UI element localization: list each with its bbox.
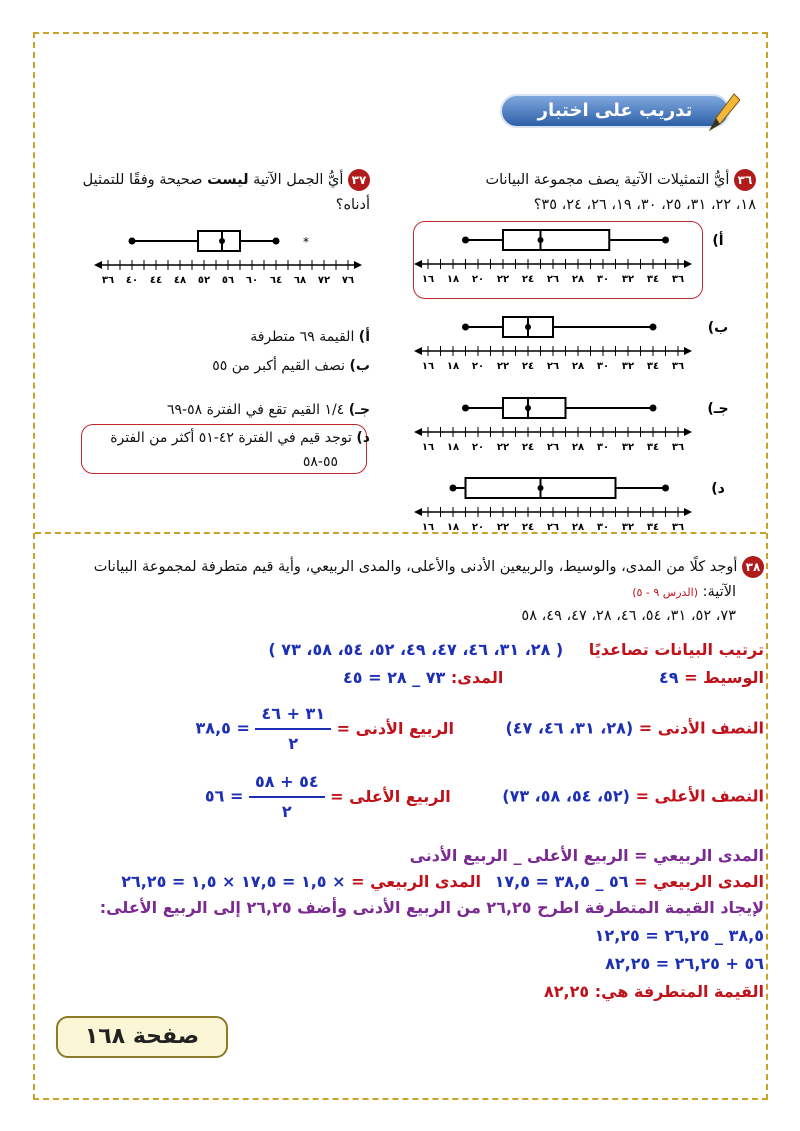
- tick-label: ٥٢: [197, 275, 211, 286]
- median-dot: [538, 237, 544, 243]
- outlier-label: القيمة المتطرفة هي:: [594, 982, 764, 1001]
- median-label: الوسيط =: [684, 668, 764, 687]
- q38-question-line2: الآتية:: [702, 584, 736, 600]
- q1-numerator: ٣١ + ٤٦: [255, 700, 331, 730]
- q1-denominator: ٢: [288, 734, 299, 753]
- tick-label: ٦٨: [293, 275, 307, 286]
- tick-label: ٣٢: [621, 361, 635, 372]
- tick-label: ٥٦: [221, 275, 235, 286]
- tick-label: ٢٤: [521, 522, 535, 530]
- tick-label: ١٦: [421, 361, 435, 372]
- arrow-right: [684, 347, 692, 355]
- tick-label: ٣٦: [671, 442, 685, 453]
- tick-label: ٣٢: [621, 274, 635, 285]
- tick-label: ٢٤: [521, 442, 535, 453]
- q37-option-c: [167, 398, 370, 422]
- median-value: ٤٩: [658, 668, 679, 687]
- tick-label: ٤٤: [149, 275, 163, 286]
- q38-line2: [632, 580, 736, 605]
- option-letter: أ): [712, 233, 724, 249]
- iqr-box: [503, 230, 609, 250]
- arrow-left: [94, 261, 102, 269]
- q36-number: ٣٦: [734, 169, 756, 191]
- solution-q1-row: [196, 700, 764, 758]
- q3-fraction: [249, 768, 325, 826]
- tick-label: ٢٨: [571, 522, 585, 530]
- iqr-label-2: المدى الربيعي =: [351, 872, 481, 891]
- tick-label: ١٦: [421, 442, 435, 453]
- tick-label: ٣٤: [646, 442, 660, 453]
- max-point: [650, 324, 657, 331]
- max-point: [650, 405, 657, 412]
- q37-question-part1: أيُّ الجمل الآتية: [253, 172, 344, 188]
- min-point: [462, 405, 469, 412]
- outlier-value: ٨٢,٢٥: [544, 982, 590, 1001]
- outlier-result: [544, 978, 764, 1006]
- tick-label: ٣٢: [621, 522, 635, 530]
- arrow-left: [414, 260, 422, 268]
- q38-data: ٧٣، ٥٢، ٣١، ٥٤، ٤٦، ٢٨، ٤٧، ٤٩، ٥٨: [521, 608, 736, 624]
- arrow-right: [684, 260, 692, 268]
- q3-label: الربيع الأعلى =: [330, 786, 451, 806]
- tick-label: ١٦: [421, 522, 435, 530]
- q37-question-line2: أدناه؟: [335, 197, 370, 213]
- tick-label: ٢٠: [471, 442, 485, 453]
- test-practice-badge: [480, 90, 740, 134]
- tick-label: ٢٢: [496, 522, 510, 530]
- pencil-icon: [704, 90, 740, 134]
- q1-fraction: [255, 700, 331, 758]
- tick-label: ٢٤: [521, 274, 535, 285]
- min-point: [450, 485, 457, 492]
- page-number-badge: صفحة ١٦٨: [56, 1016, 228, 1058]
- sorted-values: ( ٢٨، ٣١، ٤٦، ٤٧، ٤٩، ٥٢، ٥٤، ٥٨، ٧٣ ): [268, 640, 564, 659]
- option-letter: د): [711, 481, 725, 497]
- solution-median-row: [343, 664, 764, 692]
- min-point: [462, 324, 469, 331]
- arrow-left: [414, 508, 422, 516]
- q38-number: ٣٨: [742, 556, 764, 578]
- q37-question-bold: ليست: [207, 172, 249, 188]
- tick-label: ٢٨: [571, 361, 585, 372]
- option-letter: ب): [707, 320, 729, 336]
- tick-label: ٢٨: [571, 442, 585, 453]
- tick-label: ٢٦: [546, 274, 560, 285]
- tick-label: ٣٢: [621, 442, 635, 453]
- tick-label: ٣٦: [101, 275, 115, 286]
- tick-label: ٣٦: [671, 522, 685, 530]
- outlier-rule: لإيجاد القيمة المتطرفة اطرح ٢٦,٢٥ من الربيع الأدنى وأضف ٢٦,٢٥ إلى الربيع الأعلى:: [99, 898, 764, 917]
- lesson-reference: (الدرس ٩ - ٥): [632, 586, 699, 599]
- option-text: القيمة ٦٩ متطرفة: [250, 329, 355, 345]
- max-point: [273, 238, 280, 245]
- median-dot: [219, 238, 225, 244]
- tick-label: ٢٠: [471, 522, 485, 530]
- tick-label: ٣٦: [671, 274, 685, 285]
- tick-label: ٧٦: [341, 275, 355, 286]
- range-value: ٧٣ _ ٢٨ = ٤٥: [343, 668, 446, 687]
- lower-fence: ٣٨,٥ _ ٢٦,٢٥ = ١٢,٢٥: [594, 926, 764, 945]
- q36-header: [396, 168, 756, 192]
- option-letter: أ): [358, 329, 370, 345]
- tick-label: ٦٠: [245, 275, 259, 286]
- tick-label: ٣٤: [646, 361, 660, 372]
- upper-half-label: النصف الأعلى =: [635, 786, 764, 806]
- arrow-left: [414, 428, 422, 436]
- arrow-left: [414, 347, 422, 355]
- tick-label: ٧٢: [317, 275, 331, 286]
- tick-label: ١٨: [446, 361, 460, 372]
- tick-label: ٣٤: [646, 274, 660, 285]
- range-label: المدى:: [450, 668, 504, 687]
- q37-number: ٣٧: [348, 169, 370, 191]
- upper-half-value: (٥٢، ٥٤، ٥٨، ٧٣): [502, 786, 630, 806]
- tick-label: ٢٦: [546, 361, 560, 372]
- sort-label: ترتيب البيانات تصاعديًا: [588, 640, 764, 659]
- tick-label: ٣٠: [596, 361, 610, 372]
- median-dot: [525, 405, 531, 411]
- tick-label: ٤٠: [125, 275, 139, 286]
- q37-header: [40, 168, 370, 192]
- option-letter: د): [356, 430, 370, 446]
- option-letter: جـ): [348, 402, 370, 418]
- tick-label: ١٨: [446, 522, 460, 530]
- option-letter: ب): [349, 358, 370, 374]
- median-dot: [525, 324, 531, 330]
- iqr-label: المدى الربيعي =: [634, 872, 764, 891]
- option-text: نصف القيم أكبر من ٥٥: [212, 358, 346, 374]
- option-letter: جـ): [707, 401, 729, 417]
- upper-fence: ٥٦ + ٢٦,٢٥ = ٨٢,٢٥: [605, 954, 764, 973]
- tick-label: ٢٠: [471, 274, 485, 285]
- q3-denominator: ٢: [281, 802, 292, 821]
- tick-label: ٢٦: [546, 522, 560, 530]
- q38-header: [34, 555, 764, 579]
- tick-label: ٢٦: [546, 442, 560, 453]
- q3-numerator: ٥٤ + ٥٨: [249, 768, 325, 798]
- tick-label: ٢٢: [496, 361, 510, 372]
- tick-label: ٢٤: [521, 361, 535, 372]
- tick-label: ٣٦: [671, 361, 685, 372]
- iqr-scaled-value: × ١,٥ = ١٧,٥ × ١,٥ = ٢٦,٢٥: [121, 872, 346, 891]
- q36-question: أيُّ التمثيلات الآتية يصف مجموعة البيانات: [485, 172, 730, 188]
- iqr-box: [503, 398, 566, 418]
- max-point: [662, 485, 669, 492]
- q38-question: أوجد كلًا من المدى، والوسيط، والربيعين الأدنى والأعلى، والمدى الربيعي، وأية قيم متطرفة لمجموعة البيانات: [93, 559, 738, 575]
- tick-label: ٢٨: [571, 274, 585, 285]
- lower-half-label: النصف الأدنى =: [638, 718, 764, 738]
- tick-label: ٢٢: [496, 442, 510, 453]
- tick-label: ١٦: [421, 274, 435, 285]
- tick-label: ٣٠: [596, 522, 610, 530]
- solution-iqr-row: [121, 868, 764, 896]
- min-point: [129, 238, 136, 245]
- q37-option-b: [212, 354, 370, 378]
- q37-option-d-line2: ٥٥-٥٨: [302, 454, 338, 470]
- q37-question-part2: صحيحة وفقًا للتمثيل: [82, 172, 203, 188]
- tick-label: ٣٠: [596, 274, 610, 285]
- tick-label: ٣٠: [596, 442, 610, 453]
- arrow-right: [354, 261, 362, 269]
- arrow-right: [684, 428, 692, 436]
- min-point: [462, 237, 469, 244]
- q37-option-a: [250, 325, 370, 349]
- tick-label: ٤٨: [173, 275, 187, 286]
- outlier-marker: *: [303, 235, 309, 249]
- iqr-definition: المدى الربيعي = الربيع الأعلى _ الربيع الأدنى: [409, 846, 764, 865]
- q1-label: الربيع الأدنى =: [336, 718, 454, 738]
- q37-box-plot: [90, 225, 390, 295]
- q3-result: = ٥٦: [204, 786, 244, 806]
- tick-label: ٣٤: [646, 522, 660, 530]
- tick-label: ١٨: [446, 442, 460, 453]
- arrow-right: [684, 508, 692, 516]
- q36-box-plots: [410, 220, 750, 530]
- max-point: [662, 237, 669, 244]
- solution-q3-row: [205, 768, 764, 826]
- q1-result: = ٣٨,٥: [195, 718, 250, 738]
- iqr-value: ٥٦ _ ٣٨,٥ = ١٧,٥: [494, 872, 629, 891]
- section-divider: [35, 532, 766, 534]
- tick-label: ٢٢: [496, 274, 510, 285]
- tick-label: ٢٠: [471, 361, 485, 372]
- median-dot: [538, 485, 544, 491]
- tick-label: ١٨: [446, 274, 460, 285]
- solution-sort-row: [34, 636, 764, 664]
- q36-data: ١٨، ٢٢، ٣١، ٢٥، ٣٠، ١٩، ٢٦، ٢٤، ٣٥؟: [533, 197, 756, 213]
- lower-half-value: (٢٨، ٣١، ٤٦، ٤٧): [505, 718, 634, 738]
- tick-label: ٦٤: [269, 275, 283, 286]
- option-text: توجد قيم في الفترة ٤٢-٥١ أكثر من الفترة: [110, 430, 352, 446]
- q37-option-d: [90, 426, 370, 450]
- badge-label: تدريب على اختبار: [500, 94, 730, 128]
- option-text: ١/٤ القيم تقع في الفترة ٥٨-٦٩: [167, 402, 345, 418]
